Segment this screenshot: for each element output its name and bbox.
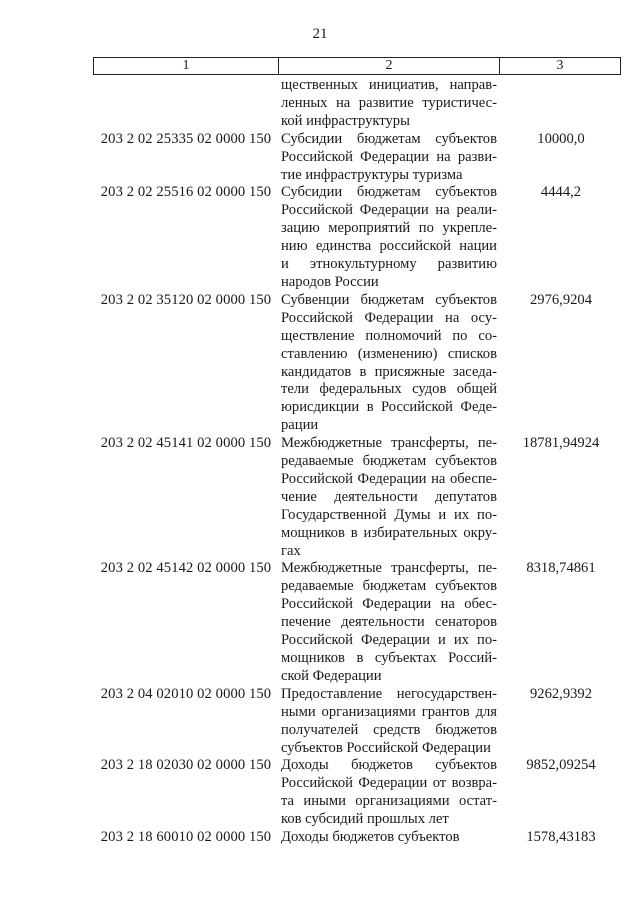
description-line: кандидатов в присяжные заседа-: [281, 363, 497, 380]
budget-code: 203 2 02 25335 02 0000 150: [100, 130, 272, 147]
description-line: та иными организациями остат-: [281, 793, 497, 810]
income-description: [281, 292, 497, 435]
column-header-2: 2: [279, 58, 500, 74]
description-line: гах: [281, 542, 301, 559]
description-line: Российской Федерации от возвра-: [281, 775, 497, 792]
budget-code: 203 2 04 02010 02 0000 150: [100, 685, 272, 702]
amount-value: 8318,74861: [526, 560, 596, 577]
table-row: [93, 829, 621, 847]
description-line: тели федеральных судов общей: [281, 381, 497, 398]
description-line: Доходы бюджетов субъектов: [281, 829, 460, 846]
table-row: [93, 435, 621, 560]
income-description: [281, 686, 497, 758]
income-description: [281, 77, 497, 131]
income-description: [281, 757, 497, 829]
description-line: народов России: [281, 273, 379, 290]
income-description: [281, 184, 497, 291]
budget-code: 203 2 02 45141 02 0000 150: [100, 435, 272, 452]
amount-value: 9852,09254: [526, 757, 596, 774]
amount-value: [497, 77, 621, 131]
description-line: Межбюджетные трансферты, пе-: [281, 560, 497, 577]
description-line: Предоставление негосударствен-: [281, 685, 497, 702]
description-line: печение деятельности сенаторов: [281, 614, 497, 631]
description-line: Российской Федерации и их по-: [281, 632, 497, 649]
table-body: [93, 77, 621, 847]
description-line: Российской Федерации на разви-: [281, 148, 497, 165]
description-line: ленных на развитие туристичес-: [281, 94, 497, 111]
description-line: мощников в избирательных окру-: [281, 524, 497, 541]
income-description: [281, 435, 497, 560]
table-row: [93, 560, 621, 685]
table-row: [93, 184, 621, 291]
budget-code: [93, 77, 279, 131]
amount-value: 18781,94924: [522, 435, 600, 452]
column-header-1: 1: [94, 58, 279, 74]
description-line: мощников в субъектах Россий-: [281, 650, 497, 666]
amount-value: 9262,9392: [529, 685, 593, 702]
description-line: редаваемые бюджетам субъектов: [281, 578, 497, 595]
description-line: Российской Федерации на обес-: [281, 596, 497, 613]
description-line: Межбюджетные трансферты, пе-: [281, 435, 497, 452]
description-line: рации: [281, 417, 319, 434]
description-line: ществление полномочий по со-: [281, 327, 497, 344]
budget-code: 203 2 18 02030 02 0000 150: [100, 757, 272, 774]
description-line: ков субсидий прошлых лет: [281, 811, 449, 828]
budget-code: 203 2 18 60010 02 0000 150: [100, 829, 272, 846]
amount-value: 4444,2: [540, 184, 582, 201]
description-line: юрисдикции в Российской Феде-: [281, 399, 497, 416]
budget-code: 203 2 02 45142 02 0000 150: [100, 560, 272, 577]
description-line: щественных инициатив, направ-: [281, 77, 497, 93]
description-line: нию единства российской нации: [281, 238, 497, 255]
amount-value: 10000,0: [537, 130, 585, 147]
description-line: Российской Федерации на обеспе-: [281, 470, 497, 487]
description-line: чение деятельности депутатов: [281, 488, 497, 505]
budget-code: 203 2 02 35120 02 0000 150: [100, 291, 272, 308]
description-line: Субвенции бюджетам субъектов: [281, 291, 497, 308]
table-row: [93, 131, 621, 185]
amount-value: 2976,9204: [529, 291, 593, 308]
description-line: Субсидии бюджетам субъектов: [281, 184, 497, 201]
description-line: получателей средств бюджетов: [281, 721, 497, 738]
description-line: зацию мероприятий по укрепле-: [281, 220, 497, 237]
description-line: ными организациями грантов для: [281, 703, 497, 720]
table-row: [93, 757, 621, 829]
description-line: Российской Федерации на осу-: [281, 309, 497, 326]
description-line: Государственной Думы и их по-: [281, 506, 497, 523]
description-line: ской Федерации: [281, 667, 382, 684]
income-description: [281, 560, 497, 685]
description-line: и этнокультурному развитию: [281, 256, 497, 273]
description-line: редаваемые бюджетам субъектов: [281, 453, 497, 470]
amount-value: 1578,43183: [526, 829, 596, 846]
description-line: Субсидии бюджетам субъектов: [281, 130, 497, 147]
column-header-3: 3: [556, 58, 564, 73]
description-line: субъектов Российской Федерации: [281, 739, 491, 756]
description-line: Российской Федерации на реали-: [281, 202, 497, 219]
table-header: [93, 57, 621, 75]
description-line: ставлению (изменению) списков: [281, 345, 497, 362]
description-line: кой инфраструктуры: [281, 112, 410, 129]
description-line: Доходы бюджетов субъектов: [281, 757, 497, 774]
table-row: [93, 686, 621, 758]
table-row: [93, 77, 621, 131]
income-description: [281, 131, 497, 185]
description-line: тие инфраструктуры туризма: [281, 166, 463, 183]
budget-code: 203 2 02 25516 02 0000 150: [100, 184, 272, 201]
table-row: [93, 292, 621, 435]
page-number: 21: [312, 26, 328, 42]
income-description: [281, 829, 497, 847]
